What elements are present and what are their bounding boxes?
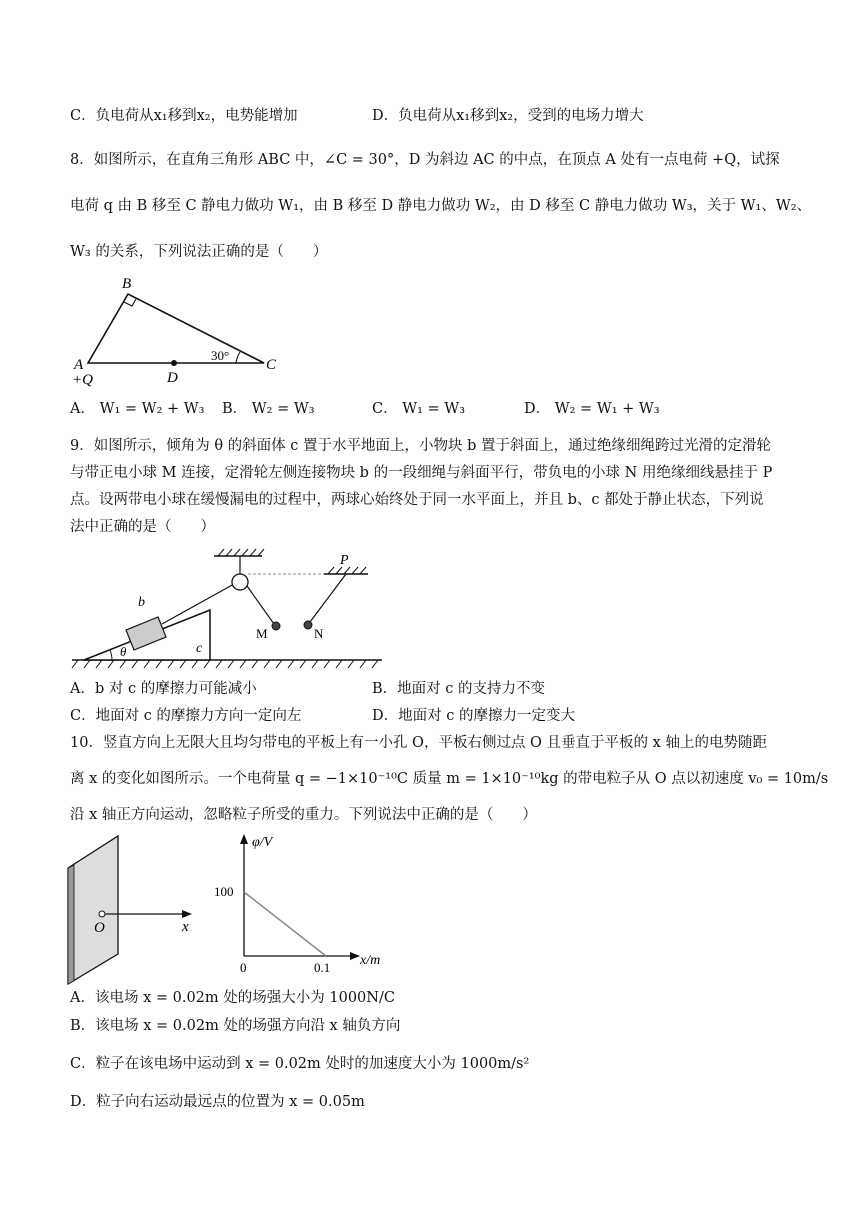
plate-edge — [68, 865, 74, 984]
q9-stem-line2: 与带正电小球 M 连接，定滑轮左侧连接物块 b 的一段细绳与斜面平行，带负电的小球 N 用绝缘细线悬挂于 P — [70, 465, 773, 481]
label-d: D — [167, 370, 178, 386]
label-theta: θ — [120, 644, 127, 659]
chart-y-tick-100: 100 — [214, 884, 234, 899]
chart-x-arrow — [350, 952, 360, 960]
point-d-dot — [171, 360, 177, 366]
q10-option-b: B．该电场 x = 0.02m 处的场强方向沿 x 轴负方向 — [70, 1018, 401, 1034]
pulley — [232, 574, 248, 590]
q9-stem-line3: 点。设两带电小球在缓慢漏电的过程中，两球心始终处于同一水平面上，并且 b、c 都处于静止状态，下列说 — [70, 492, 764, 508]
label-a: A — [74, 357, 84, 373]
chart-y-arrow — [240, 834, 248, 844]
q10-potential-chart — [210, 832, 400, 976]
q9-option-c: C．地面对 c 的摩擦力方向一定向左 — [70, 708, 302, 724]
hole-o — [99, 911, 105, 917]
q7-option-d: D．负电荷从x₁移到x₂，受到的电场力增大 — [372, 108, 644, 124]
q9-option-b: B．地面对 c 的支持力不变 — [372, 681, 545, 697]
right-angle-mark — [124, 299, 136, 306]
label-b: b — [138, 595, 145, 610]
ball-m — [272, 622, 280, 630]
q8-stem-line3: W₃ 的关系，下列说法正确的是（ ） — [70, 244, 328, 260]
chart-x-label: x/m — [360, 953, 381, 968]
q10-option-a: A．该电场 x = 0.02m 处的场强大小为 1000N/C — [70, 990, 395, 1006]
q10-plate-figure — [62, 834, 212, 986]
string-to-n — [310, 574, 346, 622]
q10-option-d: D．粒子向右运动最远点的位置为 x = 0.05m — [70, 1094, 365, 1110]
q9-stem-line1: 9．如图所示，倾角为 θ 的斜面体 c 置于水平地面上，小物块 b 置于斜面上，通过绝缘细绳跨过光滑的定滑轮 — [70, 438, 772, 454]
chart-y-label: φ/V — [252, 835, 273, 850]
chart-x-tick-0.1: 0.1 — [314, 960, 331, 975]
pulley-ceiling-hatch — [218, 549, 264, 556]
triangle-abc — [88, 294, 264, 363]
label-p: P — [340, 553, 349, 568]
label-b: B — [122, 276, 132, 292]
angle-arc — [236, 352, 240, 363]
q8-option-a: A． W₁ = W₂ + W₃ — [70, 401, 205, 417]
q8-option-c: C． W₁ = W₃ — [372, 401, 466, 417]
q8-option-b: B． W₂ = W₃ — [222, 401, 315, 417]
q9-option-d: D．地面对 c 的摩擦力一定变大 — [372, 708, 575, 724]
p-support-hatch — [328, 567, 366, 574]
q8-stem-line1: 8．如图所示，在直角三角形 ABC 中，∠C = 30°，D 为斜边 AC 的中点，在顶点 A 处有一点电荷 +Q，试探 — [70, 152, 780, 168]
label-n: N — [314, 626, 324, 641]
chart-origin-label: 0 — [240, 960, 247, 975]
q10-option-c: C．粒子在该电场中运动到 x = 0.02m 处时的加速度大小为 1000m/s² — [70, 1056, 530, 1072]
label-angle-30: 30° — [211, 348, 230, 363]
q8-stem-line2: 电荷 q 由 B 移至 C 静电力做功 W₁，由 B 移至 D 静电力做功 W₂，由 D 移至 C 静电力做功 W₃，关于 W₁、W₂、 — [70, 198, 812, 214]
q9-incline-figure — [66, 544, 392, 670]
label-o: O — [94, 920, 105, 936]
label-x: x — [182, 919, 189, 935]
q10-stem-line3: 沿 x 轴正方向运动，忽略粒子所受的重力。下列说法中正确的是（ ） — [70, 807, 537, 823]
x-axis-arrow — [182, 910, 192, 918]
charged-plate — [68, 836, 118, 984]
q9-stem-line4: 法中正确的是（ ） — [70, 519, 215, 535]
q8-option-d: D． W₂ = W₁ + W₃ — [524, 401, 660, 417]
ball-n — [304, 621, 312, 629]
label-c: C — [266, 357, 277, 373]
label-m: M — [256, 626, 268, 641]
label-c: c — [196, 641, 203, 656]
q9-option-a: A．b 对 c 的摩擦力可能减小 — [70, 681, 257, 697]
label-plus-q: +Q — [72, 372, 93, 388]
q8-triangle-figure — [60, 272, 300, 392]
ground-hatch — [72, 660, 378, 668]
string-to-m — [247, 586, 274, 624]
q7-option-c: C．负电荷从x₁移到x₂，电势能增加 — [70, 108, 298, 124]
potential-line — [244, 892, 326, 956]
q10-stem-line2: 离 x 的变化如图所示。一个电荷量 q = −1×10⁻¹⁰C 质量 m = 1×10⁻¹⁰kg 的带电粒子从 O 点以初速度 v₀ = 10m/s — [70, 771, 829, 787]
q10-stem-line1: 10．竖直方向上无限大且均匀带电的平板上有一小孔 O，平板右侧过点 O 且垂直于平板的 x 轴上的电势随距 — [70, 735, 767, 751]
